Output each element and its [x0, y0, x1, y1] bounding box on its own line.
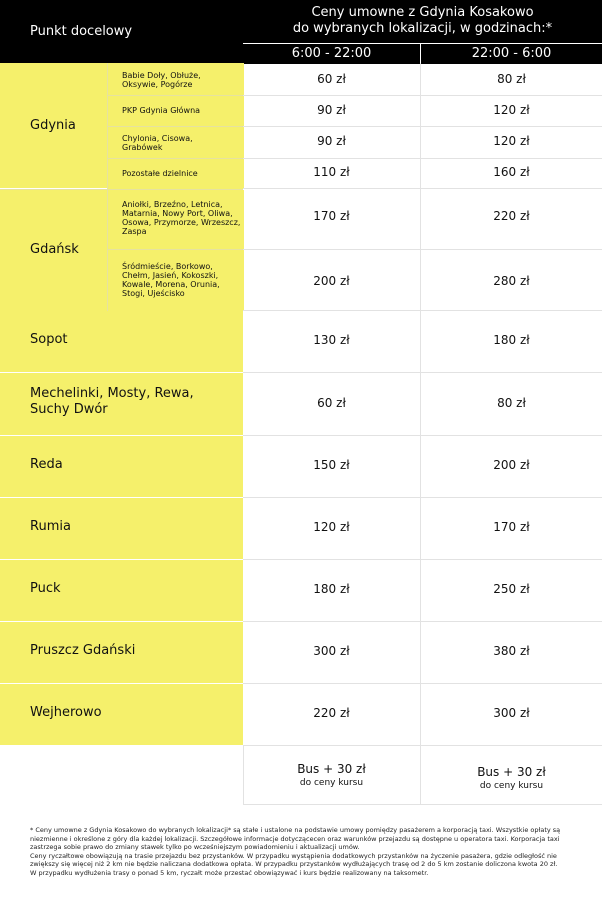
city-name: Gdańsk: [30, 242, 79, 257]
price-day: 150 zł: [313, 458, 350, 472]
district-label: Chylonia, Cisowa, Grabówek: [122, 134, 193, 152]
bus-surcharge-label: Bus + 30 zł: [297, 762, 366, 776]
price-night: 250 zł: [493, 582, 530, 596]
city-row: [0, 684, 243, 745]
header-title-line2: do wybranych lokalizacji, w godzinach:*: [292, 21, 553, 36]
bus-surcharge-day: [243, 762, 420, 788]
row-divider: [243, 249, 602, 250]
district-cell: [107, 249, 244, 311]
row-divider: [243, 188, 602, 189]
bus-surcharge-note: do ceny kursu: [299, 778, 364, 788]
header-title: [243, 0, 602, 43]
price-day: 220 zł: [313, 706, 350, 720]
row-divider: [243, 683, 602, 684]
city-name: Rumia: [30, 519, 71, 534]
header-title-line1: Ceny umowne z Gdynia Kosakowo: [311, 5, 534, 20]
price-night: 80 zł: [497, 72, 526, 86]
city-row: [0, 560, 243, 621]
header-destination: [0, 0, 243, 63]
city-name: Puck: [30, 581, 61, 596]
price-day: 200 zł: [313, 274, 350, 288]
price-night: 280 zł: [493, 274, 530, 288]
district-label: PKP Gdynia Główna: [122, 106, 201, 115]
price-night: 380 zł: [493, 644, 530, 658]
district-cell: [107, 63, 244, 95]
district-cell: [107, 158, 244, 189]
price-night: 120 zł: [493, 134, 530, 148]
header-destination-label: Punkt docelowy: [30, 24, 133, 39]
row-divider: [243, 158, 602, 159]
price-night: 180 zł: [493, 333, 530, 347]
header-col-day: 6:00 - 22:00: [243, 43, 421, 64]
footnote-text: Ceny ryczałtowe obowiązują na trasie przejazdu bez przystanków. W przypadku wystąpienia dodatkowych przystanków na życzenie pasażera, gdzie odległość nie zwiększy się więcej niż 2 km nie będzie naliczana dodatkowa opłata. W przypadku przystanków wydłużających trasę od 2 do 5 km zostanie doliczona kwota 20 zł.: [30, 851, 558, 869]
bus-surcharge-night: [421, 765, 602, 791]
price-night: 80 zł: [497, 396, 526, 410]
price-night: 300 zł: [493, 706, 530, 720]
price-day: 170 zł: [313, 209, 350, 223]
city-name: Gdynia: [30, 118, 76, 133]
city-name: Sopot: [30, 332, 68, 347]
row-divider: [243, 372, 602, 373]
city-row: [0, 373, 243, 435]
price-night: 160 zł: [493, 165, 530, 179]
district-cell: [107, 95, 244, 127]
price-day: 130 zł: [313, 333, 350, 347]
row-divider: [243, 804, 602, 805]
district-label: Aniołki, Brzeźno, Letnica, Matarnia, Nowy Port, Oliwa, Osowa, Przymorze, Wrzeszcz, Zaspa: [122, 200, 241, 236]
city-row: [0, 436, 243, 497]
row-divider: [243, 745, 602, 746]
row-divider: [243, 310, 602, 311]
city-name: Mechelinki, Mosty, Rewa, Suchy Dwór: [30, 386, 194, 417]
price-night: 200 zł: [493, 458, 530, 472]
price-day: 300 zł: [313, 644, 350, 658]
city-row: [0, 311, 243, 372]
price-day: 120 zł: [313, 520, 350, 534]
city-name: Reda: [30, 457, 63, 472]
row-divider: [243, 435, 602, 436]
district-cell: [107, 190, 244, 249]
city-name: Pruszcz Gdański: [30, 643, 136, 658]
city-name: Wejherowo: [30, 705, 102, 720]
price-day: 90 zł: [317, 103, 346, 117]
footnotes: [30, 826, 575, 878]
city-row: [0, 498, 243, 559]
price-night: 170 zł: [493, 520, 530, 534]
price-day: 180 zł: [313, 582, 350, 596]
footnote-text: * Ceny umowne z Gdynia Kosakowo do wybranych lokalizacji* są stałe i ustalone na podstawie umowy pomiędzy pasażerem a korporacją taxi. Wszystkie opłaty są niezmienne i określone z góry dla każdej lokalizacji. Szczegółowe informacje dotyczącecen oraz warunków przejazdu są dostępne u operatora taxi. Korporacja taxi zastrzega sobie prawo do zmiany stawek tylko po wcześniejszym powiadomieniu i aktualizacji umów.: [30, 826, 561, 852]
district-cell: [107, 126, 244, 159]
district-label: Pozostałe dzielnice: [122, 169, 198, 178]
district-label: Babie Doły, Obłuże, Oksywie, Pogórze: [122, 71, 201, 89]
row-divider: [243, 95, 602, 96]
price-day: 60 zł: [317, 396, 346, 410]
row-divider: [243, 559, 602, 560]
price-night: 220 zł: [493, 209, 530, 223]
price-night: 120 zł: [493, 103, 530, 117]
row-divider: [243, 497, 602, 498]
bus-surcharge-label: Bus + 30 zł: [477, 765, 546, 779]
row-divider: [243, 621, 602, 622]
district-label: Śródmieście, Borkowo, Chełm, Jasień, Kokoszki, Kowale, Morena, Orunia, Stogi, Ujeścisko: [122, 262, 220, 298]
header-col-night: 22:00 - 6:00: [421, 43, 602, 64]
price-day: 110 zł: [313, 165, 350, 179]
city-row: [0, 622, 243, 683]
bus-surcharge-note: do ceny kursu: [479, 781, 544, 791]
price-day: 60 zł: [317, 72, 346, 86]
row-divider: [243, 126, 602, 127]
price-day: 90 zł: [317, 134, 346, 148]
footnote-text: W przypadku wydłużenia trasy o ponad 5 km, ryczałt może przestać obowiązywać i kurs będzie realizowany na taksometr.: [30, 868, 429, 877]
